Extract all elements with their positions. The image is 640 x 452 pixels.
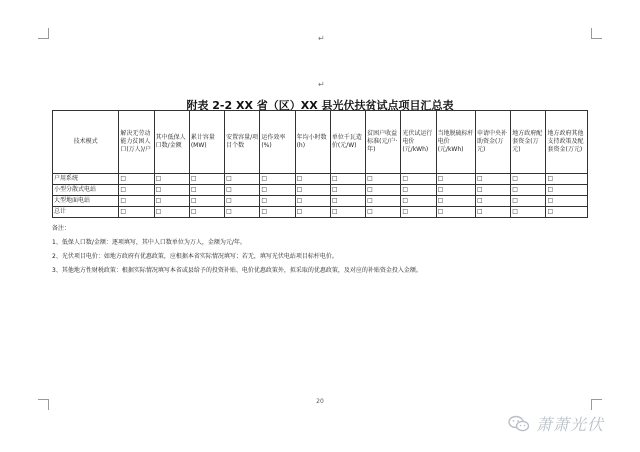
column-header: 光伏试运行电价(元/kWh) xyxy=(401,111,436,174)
table-cell: □ xyxy=(330,196,365,207)
watermark xyxy=(508,412,604,435)
table-cell: □ xyxy=(225,185,260,196)
table-cell: □ xyxy=(401,174,436,185)
wechat-icon xyxy=(508,415,530,433)
table-cell: □ xyxy=(330,185,365,196)
table-cell: □ xyxy=(366,207,401,218)
table-cell: □ xyxy=(295,174,330,185)
table-cell: □ xyxy=(260,185,295,196)
paragraph-mark-icon: ↵ xyxy=(318,34,325,43)
page-number: 20 xyxy=(316,398,324,405)
table-row xyxy=(53,174,588,185)
crop-mark-top-left xyxy=(38,28,49,39)
table-cell: □ xyxy=(260,196,295,207)
table-cell: □ xyxy=(475,185,510,196)
column-header: 地方政府其他支持政策及配套资金(万元) xyxy=(546,111,588,174)
table-cell: □ xyxy=(119,185,154,196)
column-header: 其中低保人口数/金额 xyxy=(154,111,189,174)
column-header: 解决无劳动能力贫困人口(万人)/户 xyxy=(119,111,154,174)
table-cell: □ xyxy=(511,196,546,207)
table-cell: □ xyxy=(366,174,401,185)
table-cell: □ xyxy=(260,207,295,218)
table-cell: □ xyxy=(546,207,588,218)
table-cell: □ xyxy=(546,196,588,207)
table-cell: □ xyxy=(436,196,475,207)
table-cell: □ xyxy=(189,174,224,185)
table-cell: □ xyxy=(546,174,588,185)
table-cell: □ xyxy=(119,174,154,185)
table-cell: □ xyxy=(225,174,260,185)
note-line: 1、低保人口数/金额：逐项填写，其中人口数单位为万人，金额为元/年。 xyxy=(52,239,246,246)
table-cell: □ xyxy=(154,207,189,218)
table-cell: □ xyxy=(330,207,365,218)
column-header: 贫困户收益标准(元/户·年) xyxy=(366,111,401,174)
table-cell: □ xyxy=(475,174,510,185)
table-cell: □ xyxy=(366,185,401,196)
row-label: 大型地面电站 xyxy=(53,196,119,207)
table-cell: □ xyxy=(475,196,510,207)
column-header: 申请中央补助资金(万元) xyxy=(475,111,510,174)
table-cell: □ xyxy=(260,174,295,185)
table-row xyxy=(53,185,588,196)
table-cell: □ xyxy=(225,196,260,207)
table-cell: □ xyxy=(154,174,189,185)
table-cell: □ xyxy=(436,174,475,185)
notes-heading: 备注： xyxy=(52,225,71,232)
table-title: 附表 2-2 XX 省（区）XX 县光伏扶贫试点项目汇总表 xyxy=(186,99,454,112)
table-cell: □ xyxy=(401,196,436,207)
column-header: 技术模式 xyxy=(53,111,119,174)
table-row xyxy=(53,207,588,218)
table-cell: □ xyxy=(436,185,475,196)
row-label: 户用系统 xyxy=(53,174,119,185)
paragraph-mark-icon: ↵ xyxy=(318,80,325,89)
note-line: 2、光伏项目电价：如地方政府有优惠政策，应根据本省实际情况填写；若无，填写光伏电站项目标杆电价。 xyxy=(52,253,338,260)
table-cell: □ xyxy=(511,185,546,196)
summary-table xyxy=(52,110,588,218)
table-cell: □ xyxy=(511,207,546,218)
table-cell: □ xyxy=(436,207,475,218)
table-row xyxy=(53,196,588,207)
table-cell: □ xyxy=(295,185,330,196)
table-cell: □ xyxy=(401,185,436,196)
table-cell: □ xyxy=(189,185,224,196)
crop-mark-top-right xyxy=(591,28,602,39)
table-cell: □ xyxy=(189,207,224,218)
column-header: 安置容量/项目个数 xyxy=(225,111,260,174)
notes-block xyxy=(52,222,592,278)
table-cell: □ xyxy=(330,174,365,185)
column-header: 年均小时数(h) xyxy=(295,111,330,174)
row-label: 总计 xyxy=(53,207,119,218)
table-cell: □ xyxy=(119,207,154,218)
column-header: 单位千瓦造价(元/W) xyxy=(330,111,365,174)
note-line: 3、其他地方性财税政策：根据实际情况填写本省或县给予的投资补贴、电价优惠政策外，拟采取的优惠政策，及对应的补贴资金投入金额。 xyxy=(52,267,422,274)
table-cell: □ xyxy=(295,196,330,207)
table-cell: □ xyxy=(366,196,401,207)
table-cell: □ xyxy=(154,196,189,207)
table-cell: □ xyxy=(475,207,510,218)
table-cell: □ xyxy=(295,207,330,218)
table-cell: □ xyxy=(546,185,588,196)
column-header: 地方政府配套资金(万元) xyxy=(511,111,546,174)
table-cell: □ xyxy=(511,174,546,185)
table-cell: □ xyxy=(225,207,260,218)
watermark-text: 萧萧光伏 xyxy=(536,415,605,434)
column-header: 当地脱硫标杆电价(元/kWh) xyxy=(436,111,475,174)
table-cell: □ xyxy=(119,196,154,207)
table-cell: □ xyxy=(154,185,189,196)
table-cell: □ xyxy=(401,207,436,218)
row-label: 小型分散式电站 xyxy=(53,185,119,196)
table-header-row xyxy=(53,111,588,174)
column-header: 累计容量(MW) xyxy=(189,111,224,174)
table-cell: □ xyxy=(189,196,224,207)
column-header: 运作效率(%) xyxy=(260,111,295,174)
